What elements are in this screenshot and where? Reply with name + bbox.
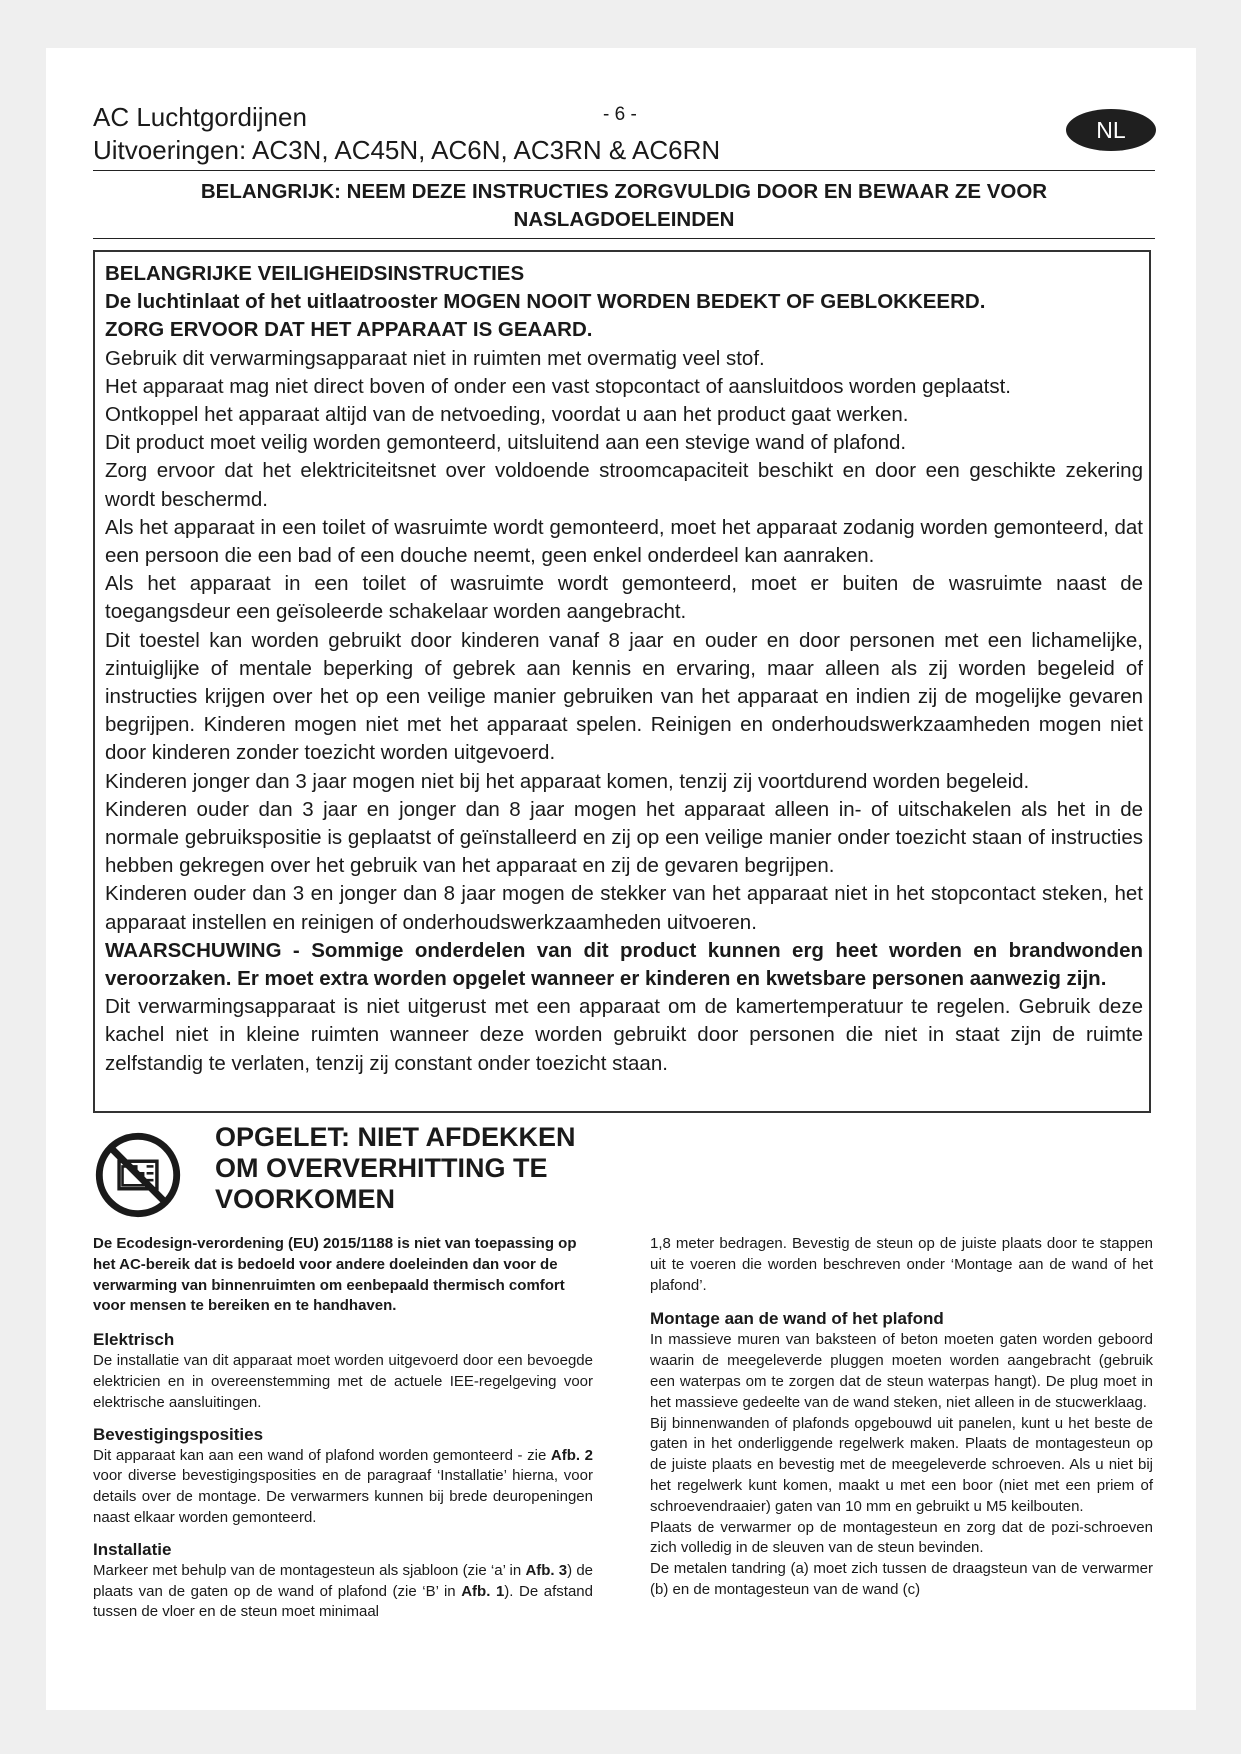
safety-paragraph: Als het apparaat in een toilet of wasruimte wordt gemonteerd, moet er buiten de wasruimte naast de toegangsdeur een geïsoleerde schakelaar worden aangebracht. <box>105 572 1143 624</box>
figure-reference: Afb. 3 <box>525 1561 568 1579</box>
document-subtitle: Uitvoeringen: AC3N, AC45N, AC6N, AC3RN & AC6RN <box>93 135 721 165</box>
page-number: - 6 - <box>603 104 637 125</box>
safety-paragraph: Dit product moet veilig worden gemonteerd, uitsluitend aan een stevige wand of plafond. <box>105 431 907 455</box>
caution-line-2: OM OVERVERHITTING TE <box>215 1153 548 1183</box>
left-column <box>93 1234 593 1623</box>
bevestiging-text <box>93 1446 593 1529</box>
important-notice <box>93 178 1155 234</box>
safety-paragraph: Ontkoppel het apparaat altijd van de netvoeding, voordat u aan het product gaat werken. <box>105 403 909 427</box>
installatie-text <box>93 1561 593 1623</box>
safety-paragraph: Kinderen ouder dan 3 en jonger dan 8 jaar mogen de stekker van het apparaat niet in het stopcontact steken, het apparaat instellen en reinigen of onderhoudswerkzaamheden uitvoeren. <box>105 882 1143 934</box>
header-divider <box>93 170 1155 171</box>
safety-paragraph: Gebruik dit verwarmingsapparaat niet in ruimten met overmatig veel stof. <box>105 346 765 370</box>
safety-paragraph: Dit verwarmingsapparaat is niet uitgerust met een apparaat om de kamertemperatuur te regelen. Gebruik deze kachel niet in kleine ruimten wanneer deze worden gebruikt door personen die niet in staat zijn de ruimte zelfstandig te verlaten, tenzij zij constant onder toezicht staan. <box>105 995 1143 1075</box>
safety-paragraph: Het apparaat mag niet direct boven of onder een vast stopcontact of aansluitdoos worden geplaatst. <box>105 374 1011 398</box>
figure-reference: Afb. 2 <box>550 1446 593 1464</box>
installatie-text-part: ). De afstand tussen de vloer en de steun moet minimaal <box>93 1582 593 1621</box>
montage-paragraph: Bij binnenwanden of plafonds opgebouwd uit panelen, kunt u het beste de gaten in het onderliggende regelwerk maken. Plaats de montagesteun op de juiste plaats en bevestig met de meegeleverde schroeven. Als u niet bij het regelwerk kunt komen, maakt u met een boor (niet met een priem of schroevendraaier) gaten van 10 mm en gebruikt u M5 keilbouten. <box>650 1414 1153 1515</box>
bevestiging-text-part: Dit apparaat kan aan een wand of plafond worden gemonteerd - zie <box>93 1446 551 1464</box>
safety-paragraph: Zorg ervoor dat het elektriciteitsnet over voldoende stroomcapaciteit beschikt en door een geschikte zekering wordt beschermd. <box>105 459 1143 511</box>
montage-paragraph: Plaats de verwarmer op de montagesteun en zorg dat de pozi-schroeven zich volledig in de sleuven van de steun bevinden. <box>650 1518 1153 1557</box>
montage-heading: Montage aan de wand of het plafond <box>650 1309 944 1329</box>
right-column <box>650 1234 1153 1601</box>
safety-warning: WAARSCHUWING - Sommige onderdelen van dit product kunnen erg heet worden en brandwonden veroorzaken. Er moet extra worden opgelet wanneer er kinderen en kwetsbare personen aanwezig zijn. <box>105 938 1143 991</box>
figure-reference: Afb. 1 <box>461 1582 505 1600</box>
continuation-text: 1,8 meter bedragen. Bevestig de steun op de juiste plaats door te stappen uit te voeren die worden beschreven onder ‘Montage aan de wand of het plafond’. <box>650 1235 1153 1294</box>
safety-heading: BELANGRIJKE VEILIGHEIDSINSTRUCTIES <box>105 262 525 285</box>
safety-bold-line-1: De luchtinlaat of het uitlaatrooster MOGEN NOOIT WORDEN BEDEKT OF GEBLOKKEERD. <box>105 290 986 314</box>
installatie-text-part: Markeer met behulp van de montagesteun als sjabloon (zie ‘a’ in <box>93 1561 526 1579</box>
safety-paragraph: Kinderen jonger dan 3 jaar mogen niet bij het apparaat komen, tenzij zij voortdurend worden begeleid. <box>105 769 1030 793</box>
caution-line-3: VOORKOMEN <box>215 1184 396 1214</box>
caution-line-1: OPGELET: NIET AFDEKKEN <box>215 1122 576 1152</box>
safety-paragraph: Als het apparaat in een toilet of wasruimte wordt gemonteerd, moet het apparaat zodanig worden gemonteerd, dat een persoon die een bad of een douche neemt, geen enkel onderdeel kan aanraken. <box>105 515 1143 568</box>
bevestiging-text-part: voor diverse bevestigingsposities en de paragraaf ‘Installatie’ hierna, voor details over de montage. De verwarmers kunnen bij brede deuropeningen naast elkaar worden gemonteerd. <box>93 1467 593 1526</box>
caution-heading <box>215 1122 635 1215</box>
installatie-heading: Installatie <box>93 1539 172 1559</box>
safety-paragraph: Dit toestel kan worden gebruikt door kinderen vanaf 8 jaar en ouder en door personen met een lichamelijke, zintuiglijke of mentale beperking of gebrek aan kennis en ervaring, maar alleen als zij worden begeleid of instructies krijgen over het op een veilige manier gebruiken van het apparaat en indien zij de mogelijke gevaren begrijpen. Kinderen mogen niet met het apparaat spelen. Reinigen en onderhoudswerkzaamheden mogen niet door kinderen zonder toezicht worden uitgevoerd. <box>105 628 1143 765</box>
ecodesign-statement: De Ecodesign-verordening (EU) 2015/1188 is niet van toepassing op het AC-bereik dat is bedoeld voor andere doeleinden dan voor de verwarming van binnenruimten om eenbepaald thermisch comfort voor mensen te bereiken en te handhaven. <box>93 1235 577 1315</box>
montage-paragraph: De metalen tandring (a) moet zich tussen de draagsteun van de verwarmer (b) en de montagesteun van de wand (c) <box>650 1560 1153 1598</box>
do-not-cover-icon <box>95 1132 181 1218</box>
montage-paragraph: In massieve muren van baksteen of beton moeten gaten worden geboord waarin de meegeleverde pluggen moeten worden aangebracht (gebruik een waterpas om te zorgen dat de steun waterpas hangt). De plug moet in het massieve gedeelte van de wand steken, niet alleen in de stucwerklaag. <box>650 1331 1153 1411</box>
installatie-text-part: ) de plaats van de gaten op de wand of plafond (zie ‘B’ in <box>93 1561 594 1600</box>
safety-bold-line-2: ZORG ERVOOR DAT HET APPARAAT IS GEAARD. <box>105 318 593 342</box>
safety-paragraph: Kinderen ouder dan 3 jaar en jonger dan 8 jaar mogen het apparaat alleen in- of uitschakelen als het in de normale gebruikspositie is geplaatst of geïnstalleerd en zij op een veilige manier onder toezicht staan of instructies hebben gekregen over het gebruik van het apparaat en zij de gevaren begrijpen. <box>105 797 1143 878</box>
bevestiging-heading: Bevestigingsposities <box>93 1424 264 1444</box>
notice-divider <box>93 238 1155 239</box>
elektrisch-heading: Elektrisch <box>93 1330 175 1350</box>
important-notice-line2: NASLAGDOELEINDEN <box>513 208 735 231</box>
safety-instructions-box <box>93 250 1151 1113</box>
important-notice-line1: BELANGRIJK: NEEM DEZE INSTRUCTIES ZORGVULDIG DOOR EN BEWAAR ZE VOOR <box>200 180 1048 203</box>
elektrisch-text: De installatie van dit apparaat moet worden uitgevoerd door een bevoegde elektricien en in overeenstemming met de actuele IEE-regelgeving voor elektrische aansluitingen. <box>93 1352 593 1411</box>
document-title: AC Luchtgordijnen <box>93 102 307 132</box>
language-badge: NL <box>1066 109 1156 151</box>
